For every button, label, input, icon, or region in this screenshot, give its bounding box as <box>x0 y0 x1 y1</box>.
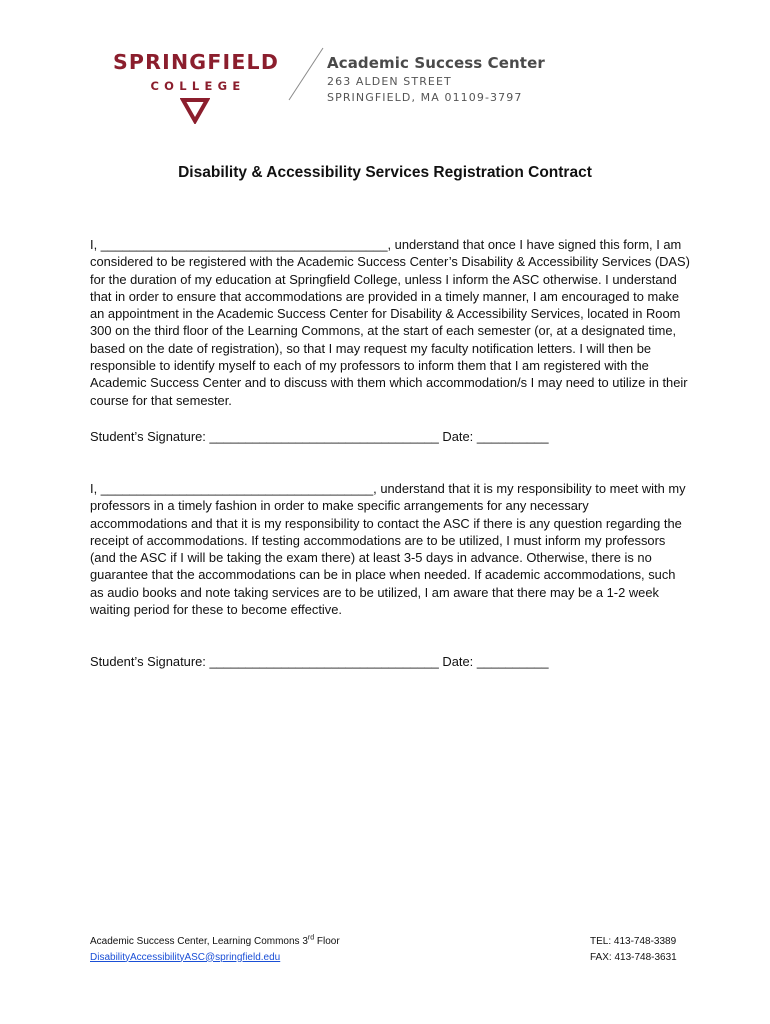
triangle-logo-icon <box>180 98 210 124</box>
paragraph-line: Academic Success Center and to discuss with them which accommodation/s I may need to utilize in their <box>90 375 688 391</box>
paragraph-line: considered to be registered with the Academic Success Center’s Disability & Accessibility Services (DAS) <box>90 254 690 270</box>
address-street: 263 ALDEN STREET <box>327 75 452 88</box>
student-signature-line-2[interactable]: Student’s Signature: ________________________________ Date: __________ <box>90 654 549 669</box>
footer-fax: FAX: 413-748-3631 <box>590 951 677 963</box>
registration-paragraph <box>90 236 690 409</box>
footer-tel: TEL: 413-748-3389 <box>590 936 677 947</box>
paragraph-line: guarantee that the accommodations can be in place when needed. If academic accommodations, such <box>90 567 676 583</box>
paragraph-line: responsible to identify myself to each of my professors to inform them that I am registered with the <box>90 358 649 374</box>
paragraph-line: for the duration of my education at Springfield College, unless I inform the ASC otherwise. I understand <box>90 271 677 287</box>
paragraph-line: 300 on the third floor of the Learning Commons, at the start of each semester (or, at a designated time, <box>90 323 677 339</box>
footer-contact-right <box>590 934 677 965</box>
center-name: Academic Success Center <box>327 54 545 72</box>
footer-location-sup: rd <box>307 934 315 942</box>
paragraph-line: I, ______________________________________, understand that it is my responsibility to meet with my <box>90 481 686 496</box>
paragraph-line: I, ________________________________________, understand that once I have signed this form, I am <box>90 237 682 252</box>
logo-college: COLLEGE <box>150 79 246 93</box>
center-address-block <box>327 53 545 106</box>
paragraph-line: course for that semester. <box>90 392 232 408</box>
address-city: SPRINGFIELD, MA 01109-3797 <box>327 91 523 104</box>
footer-contact-left <box>90 934 340 965</box>
footer-location <box>90 934 340 950</box>
paragraph-line: that in order to ensure that accommodations are provided in a timely manner, I am encouraged to make <box>90 288 679 304</box>
document-title: Disability & Accessibility Services Registration Contract <box>178 164 592 181</box>
footer-location-suffix: Floor <box>314 936 340 947</box>
footer-location-prefix: Academic Success Center, Learning Commons 3 <box>90 936 308 947</box>
responsibility-paragraph <box>90 480 690 618</box>
paragraph-line: waiting period for these to become effective. <box>90 602 342 618</box>
paragraph-line: based on the date of registration), so that I may request my faculty notification letters. I will then be <box>90 340 652 356</box>
paragraph-line: accommodations and that it is my responsibility to contact the ASC if there is any question regarding the <box>90 515 682 531</box>
logo-springfield: SPRINGFIELD <box>112 50 280 74</box>
header-divider <box>285 47 325 101</box>
paragraph-line: an appointment in the Academic Success Center for Disability & Accessibility Services, located in Room <box>90 306 681 322</box>
footer-email-link[interactable]: DisabilityAccessibilityASC@springfield.edu <box>90 951 281 963</box>
student-signature-line-1[interactable]: Student’s Signature: ________________________________ Date: __________ <box>90 429 549 444</box>
paragraph-line: as audio books and note taking services are to be utilized, I am aware that there may be a 1-2 week <box>90 584 659 600</box>
college-logo <box>96 50 296 94</box>
paragraph-line: professors in a timely fashion in order to make specific arrangements for any necessary <box>90 498 589 514</box>
paragraph-line: (and the ASC if I will be taking the exam there) at least 3-5 days in advance. Otherwise, there is no <box>90 550 652 566</box>
paragraph-line: receipt of accommodations. If testing accommodations are to be utilized, I must inform my professors <box>90 532 666 548</box>
